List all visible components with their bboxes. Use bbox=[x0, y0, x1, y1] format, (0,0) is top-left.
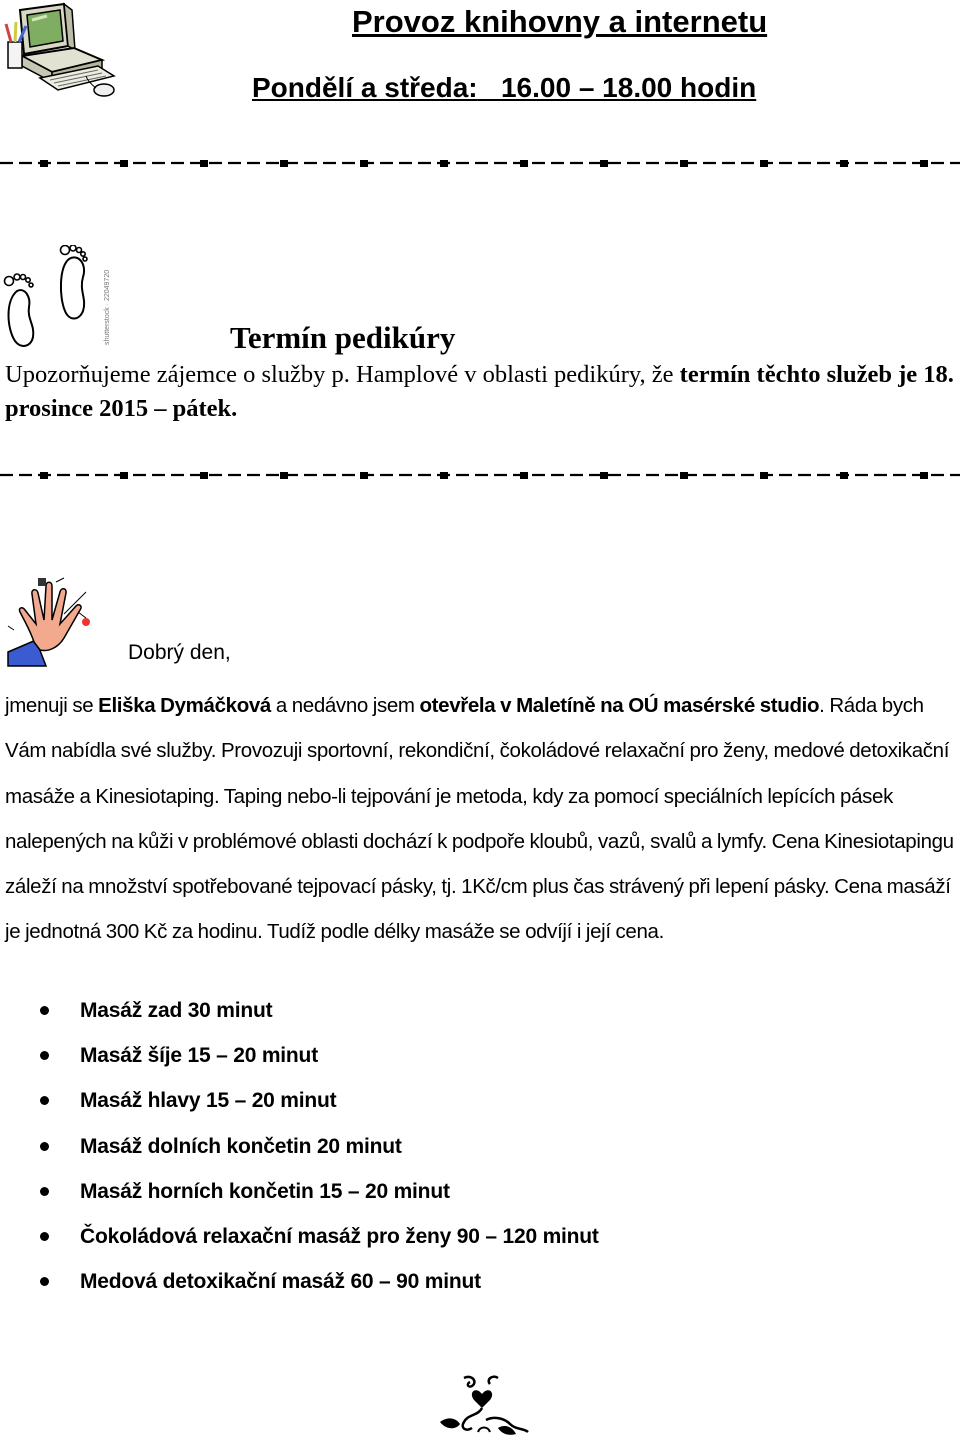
masseuse-name: Eliška Dymáčková bbox=[98, 694, 271, 717]
bullet-icon bbox=[40, 1187, 49, 1196]
intro-text-2: a nedávno jsem bbox=[270, 694, 420, 717]
massage-description bbox=[5, 683, 960, 955]
pedicure-notice bbox=[5, 358, 955, 426]
library-days: Pondělí a středa: bbox=[252, 72, 478, 103]
list-item-label: Masáž dolních končetin 20 minut bbox=[80, 1134, 402, 1158]
watermark-text: shutterstock · 22049720 bbox=[104, 269, 111, 345]
hand-clipart-icon bbox=[6, 576, 102, 668]
studio-location: otevřela v Maletíně na OÚ masérské studio bbox=[419, 694, 820, 717]
pedicure-notice-text: Upozorňujeme zájemce o služby p. Hamplové v oblasti pedikúry, že bbox=[5, 361, 680, 388]
list-item-label: Masáž hlavy 15 – 20 minut bbox=[80, 1089, 337, 1113]
list-item-label: Masáž šíje 15 – 20 minut bbox=[80, 1044, 318, 1068]
bullet-icon bbox=[40, 1006, 49, 1015]
bullet-icon bbox=[40, 1051, 49, 1060]
intro-text: jmenuji se bbox=[5, 694, 99, 717]
library-hours bbox=[252, 72, 756, 104]
list-item bbox=[40, 1218, 599, 1263]
list-item bbox=[40, 1263, 599, 1308]
list-item bbox=[40, 1082, 599, 1127]
decorative-divider bbox=[0, 153, 960, 173]
bullet-icon bbox=[40, 1096, 49, 1105]
library-title: Provoz knihovny a internetu bbox=[352, 4, 768, 39]
bullet-icon bbox=[40, 1277, 49, 1286]
list-item-label: Masáž horních končetin 15 – 20 minut bbox=[80, 1179, 450, 1203]
description-text: . Ráda bych Vám nabídla své služby. Provozuji sportovní, rekondiční, čokoládové relaxační pro ženy, medové detoxikační masáže a Kinesiotaping. Taping nebo-li tejpování je metoda, kdy za pomocí speciálních lepících pásek nalepených na kůži v problémové oblasti dochází k podpoře kloubů, vazů, svalů a lymfy. Cena Kinesiotapingu záleží na množství spotřebované tejpovací pásky, tj. 1Kč/cm plus čas strávený při lepení pásky. Cena masáží je jednotná 300 Kč za hodinu. Tudíž podle délky masáže se odvíjí i její cena. bbox=[5, 694, 954, 944]
list-item bbox=[40, 1037, 599, 1082]
list-item-label: Čokoládová relaxační masáž pro ženy 90 – 120 minut bbox=[80, 1224, 599, 1248]
list-item-label: Medová detoxikační masáž 60 – 90 minut bbox=[80, 1270, 481, 1294]
bullet-icon bbox=[40, 1232, 49, 1241]
computer-clipart-icon bbox=[2, 2, 122, 102]
bullet-icon bbox=[40, 1142, 49, 1151]
greeting: Dobrý den, bbox=[128, 641, 231, 664]
library-time: 16.00 – 18.00 hodin bbox=[500, 72, 757, 103]
list-item-label: Masáž zad 30 minut bbox=[80, 999, 273, 1022]
decorative-divider bbox=[0, 465, 960, 485]
massage-list bbox=[40, 992, 599, 1308]
list-item bbox=[40, 1128, 599, 1173]
list-item bbox=[40, 1173, 599, 1218]
list-item bbox=[40, 992, 599, 1037]
pedicure-title: Termín pedikúry bbox=[230, 320, 456, 355]
footprints-icon bbox=[3, 245, 115, 353]
heart-ornament-icon bbox=[438, 1372, 530, 1440]
pedicure-date: termín těchto služeb je 18. prosince 2015 – pátek. bbox=[5, 361, 954, 422]
